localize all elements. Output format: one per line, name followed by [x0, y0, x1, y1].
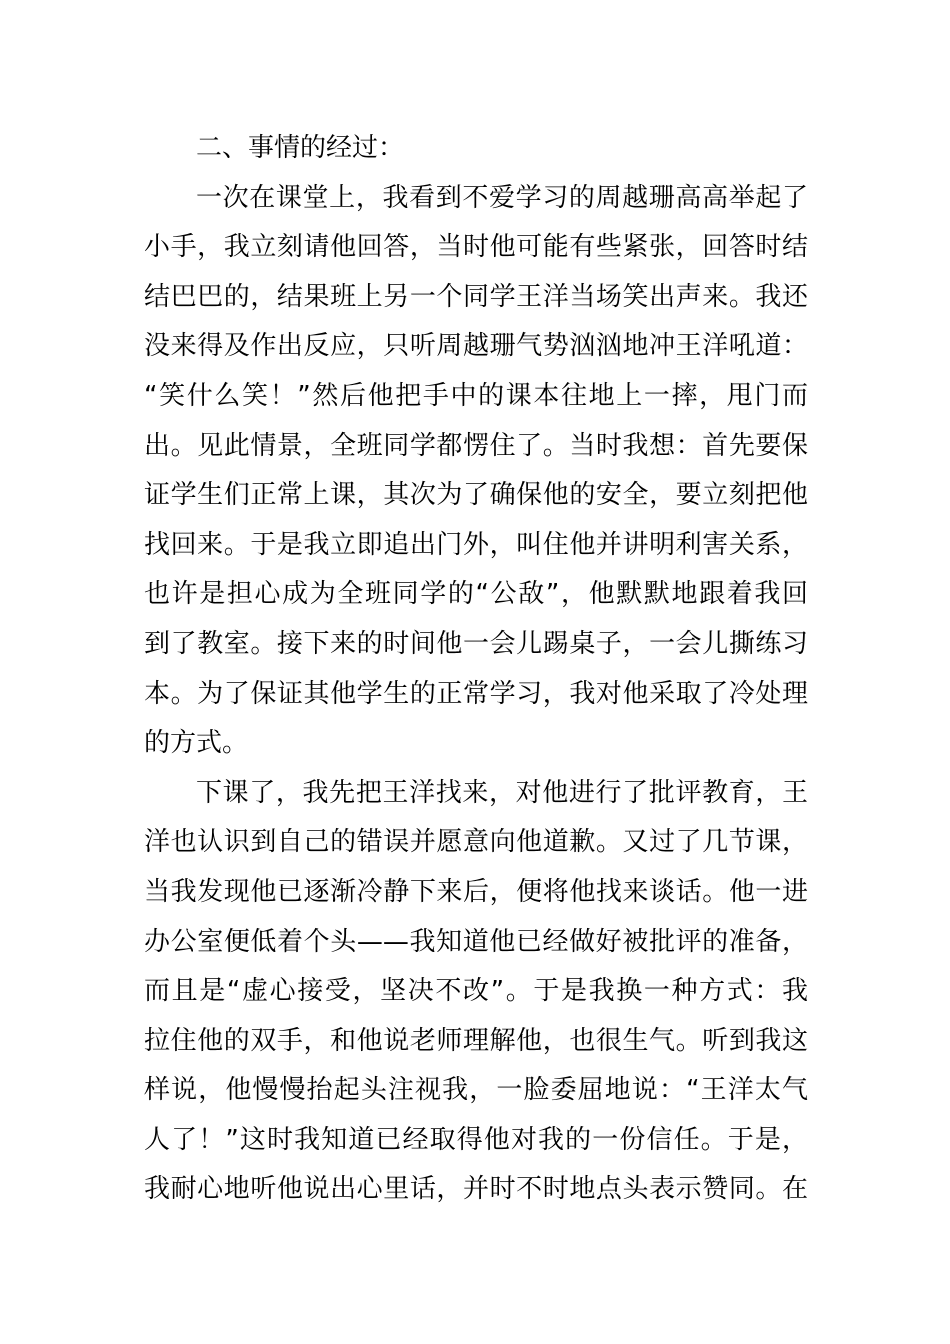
text-line: 也许是担心成为全班同学的“公敌”，他默默地跟着我回 [144, 579, 808, 610]
text-line: 没来得及作出反应，只听周越珊气势汹汹地冲王洋吼道： [144, 331, 808, 362]
document-body [144, 124, 808, 1215]
text-line: 到了教室。接下来的时间他一会儿踢桌子，一会儿撕练习 [144, 628, 808, 659]
paragraph-1 [144, 174, 808, 769]
paragraph-2 [144, 769, 808, 1215]
text-line: 我耐心地听他说出心里话，并时不时地点头表示赞同。在 [144, 1174, 808, 1205]
text-line: “笑什么笑！”然后他把手中的课本往地上一摔，甩门而 [144, 380, 808, 411]
section-heading: 二、事情的经过： [196, 133, 405, 163]
text-line: 人了！”这时我知道已经取得他对我的一份信任。于是， [144, 1124, 808, 1155]
text-line: 下课了，我先把王洋找来，对他进行了批评教育，王 [196, 777, 808, 808]
text-line: 出。见此情景，全班同学都愣住了。当时我想：首先要保 [144, 430, 808, 461]
text-line: 找回来。于是我立即追出门外，叫住他并讲明利害关系， [144, 529, 808, 560]
text-line: 拉住他的双手，和他说老师理解他，也很生气。听到我这 [144, 1025, 808, 1056]
text-line: 证学生们正常上课，其次为了确保他的安全，要立刻把他 [144, 480, 808, 511]
text-line: 结巴巴的，结果班上另一个同学王洋当场笑出声来。我还 [144, 281, 808, 312]
text-line: 样说，他慢慢抬起头注视我，一脸委屈地说：“王洋太气 [144, 1075, 808, 1106]
text-line: 办公室便低着个头——我知道他已经做好被批评的准备， [144, 926, 808, 957]
text-line: 当我发现他已逐渐冷静下来后，便将他找来谈话。他一进 [144, 876, 808, 907]
text-line: 本。为了保证其他学生的正常学习，我对他采取了冷处理 [144, 678, 808, 709]
text-line: 小手，我立刻请他回答，当时他可能有些紧张，回答时结 [144, 232, 808, 263]
text-line: 的方式。 [144, 728, 249, 759]
text-line: 而且是“虚心接受，坚决不改”。于是我换一种方式：我 [144, 976, 808, 1007]
text-line: 一次在课堂上，我看到不爱学习的周越珊高高举起了 [196, 182, 808, 213]
text-line: 洋也认识到自己的错误并愿意向他道歉。又过了几节课， [144, 827, 808, 858]
